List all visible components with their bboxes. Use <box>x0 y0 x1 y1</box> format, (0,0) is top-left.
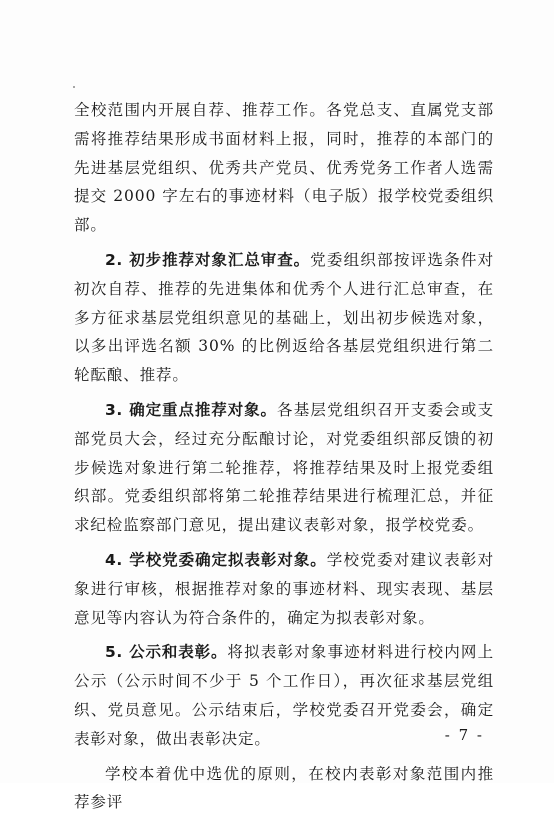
paragraph-text: 将拟表彰对象事迹材料进行校内网上公示（公示时间不少于 5 个工作日），再次征求基层党组织、党员意见。公示结束后，学校党委召开党委会，确定表彰对象，做出表彰决定。 <box>74 643 494 748</box>
document-body <box>74 96 494 823</box>
paragraph-heading: 4. 学校党委确定拟表彰对象。 <box>105 550 327 569</box>
paragraph-continuation <box>74 96 494 240</box>
paragraph-text: 学校党委对建议表彰对象进行审核，根据推荐对象的事迹材料、现实表现、基层意见等内容认为符合条件的，确定为拟表彰对象。 <box>74 550 494 627</box>
paragraph-text: 学校本着优中选优的原则，在校内表彰对象范围内推荐参评 <box>74 764 494 812</box>
paragraph-heading: 5. 公示和表彰。 <box>105 643 228 662</box>
paragraph-step-2 <box>74 246 494 390</box>
paragraph-text: 全校范围内开展自荐、推荐工作。各党总支、直属党支部需将推荐结果形成书面材料上报，同时，推荐的本部门的先进基层党组织、优秀共产党员、优秀党务工作者人选需提交 2000 字左右的事迹材料（电子版）报学校党委组织部。 <box>74 101 494 235</box>
paragraph-heading: 3. 确定重点推荐对象。 <box>105 400 277 419</box>
paragraph-text: 党委组织部按评选条件对初次自荐、推荐的先进集体和优秀个人进行汇总审查，在多方征求基层党组织意见的基础上，划出初步候选对象，以多出评选名额 30% 的比例返给各基层党组织进行第二轮酝酿、推荐。 <box>74 250 494 385</box>
page-number: - 7 - <box>444 726 484 744</box>
paragraph-heading: 2. 初步推荐对象汇总审查。 <box>105 250 311 269</box>
paragraph-step-4 <box>74 546 494 632</box>
paragraph-step-3 <box>74 396 494 540</box>
paragraph-closing <box>74 760 494 818</box>
paragraph-text: 各基层党组织召开支委会或支部党员大会，经过充分酝酿讨论，对党委组织部反馈的初步候选对象进行第二轮推荐，将推荐结果及时上报党委组织部。党委组织部将第二轮推荐结果进行梳理汇总，并征求纪检监察部门意见，提出建议表彰对象，报学校党委。 <box>74 400 494 535</box>
paragraph-step-5 <box>74 638 494 753</box>
scan-speck <box>73 86 75 88</box>
